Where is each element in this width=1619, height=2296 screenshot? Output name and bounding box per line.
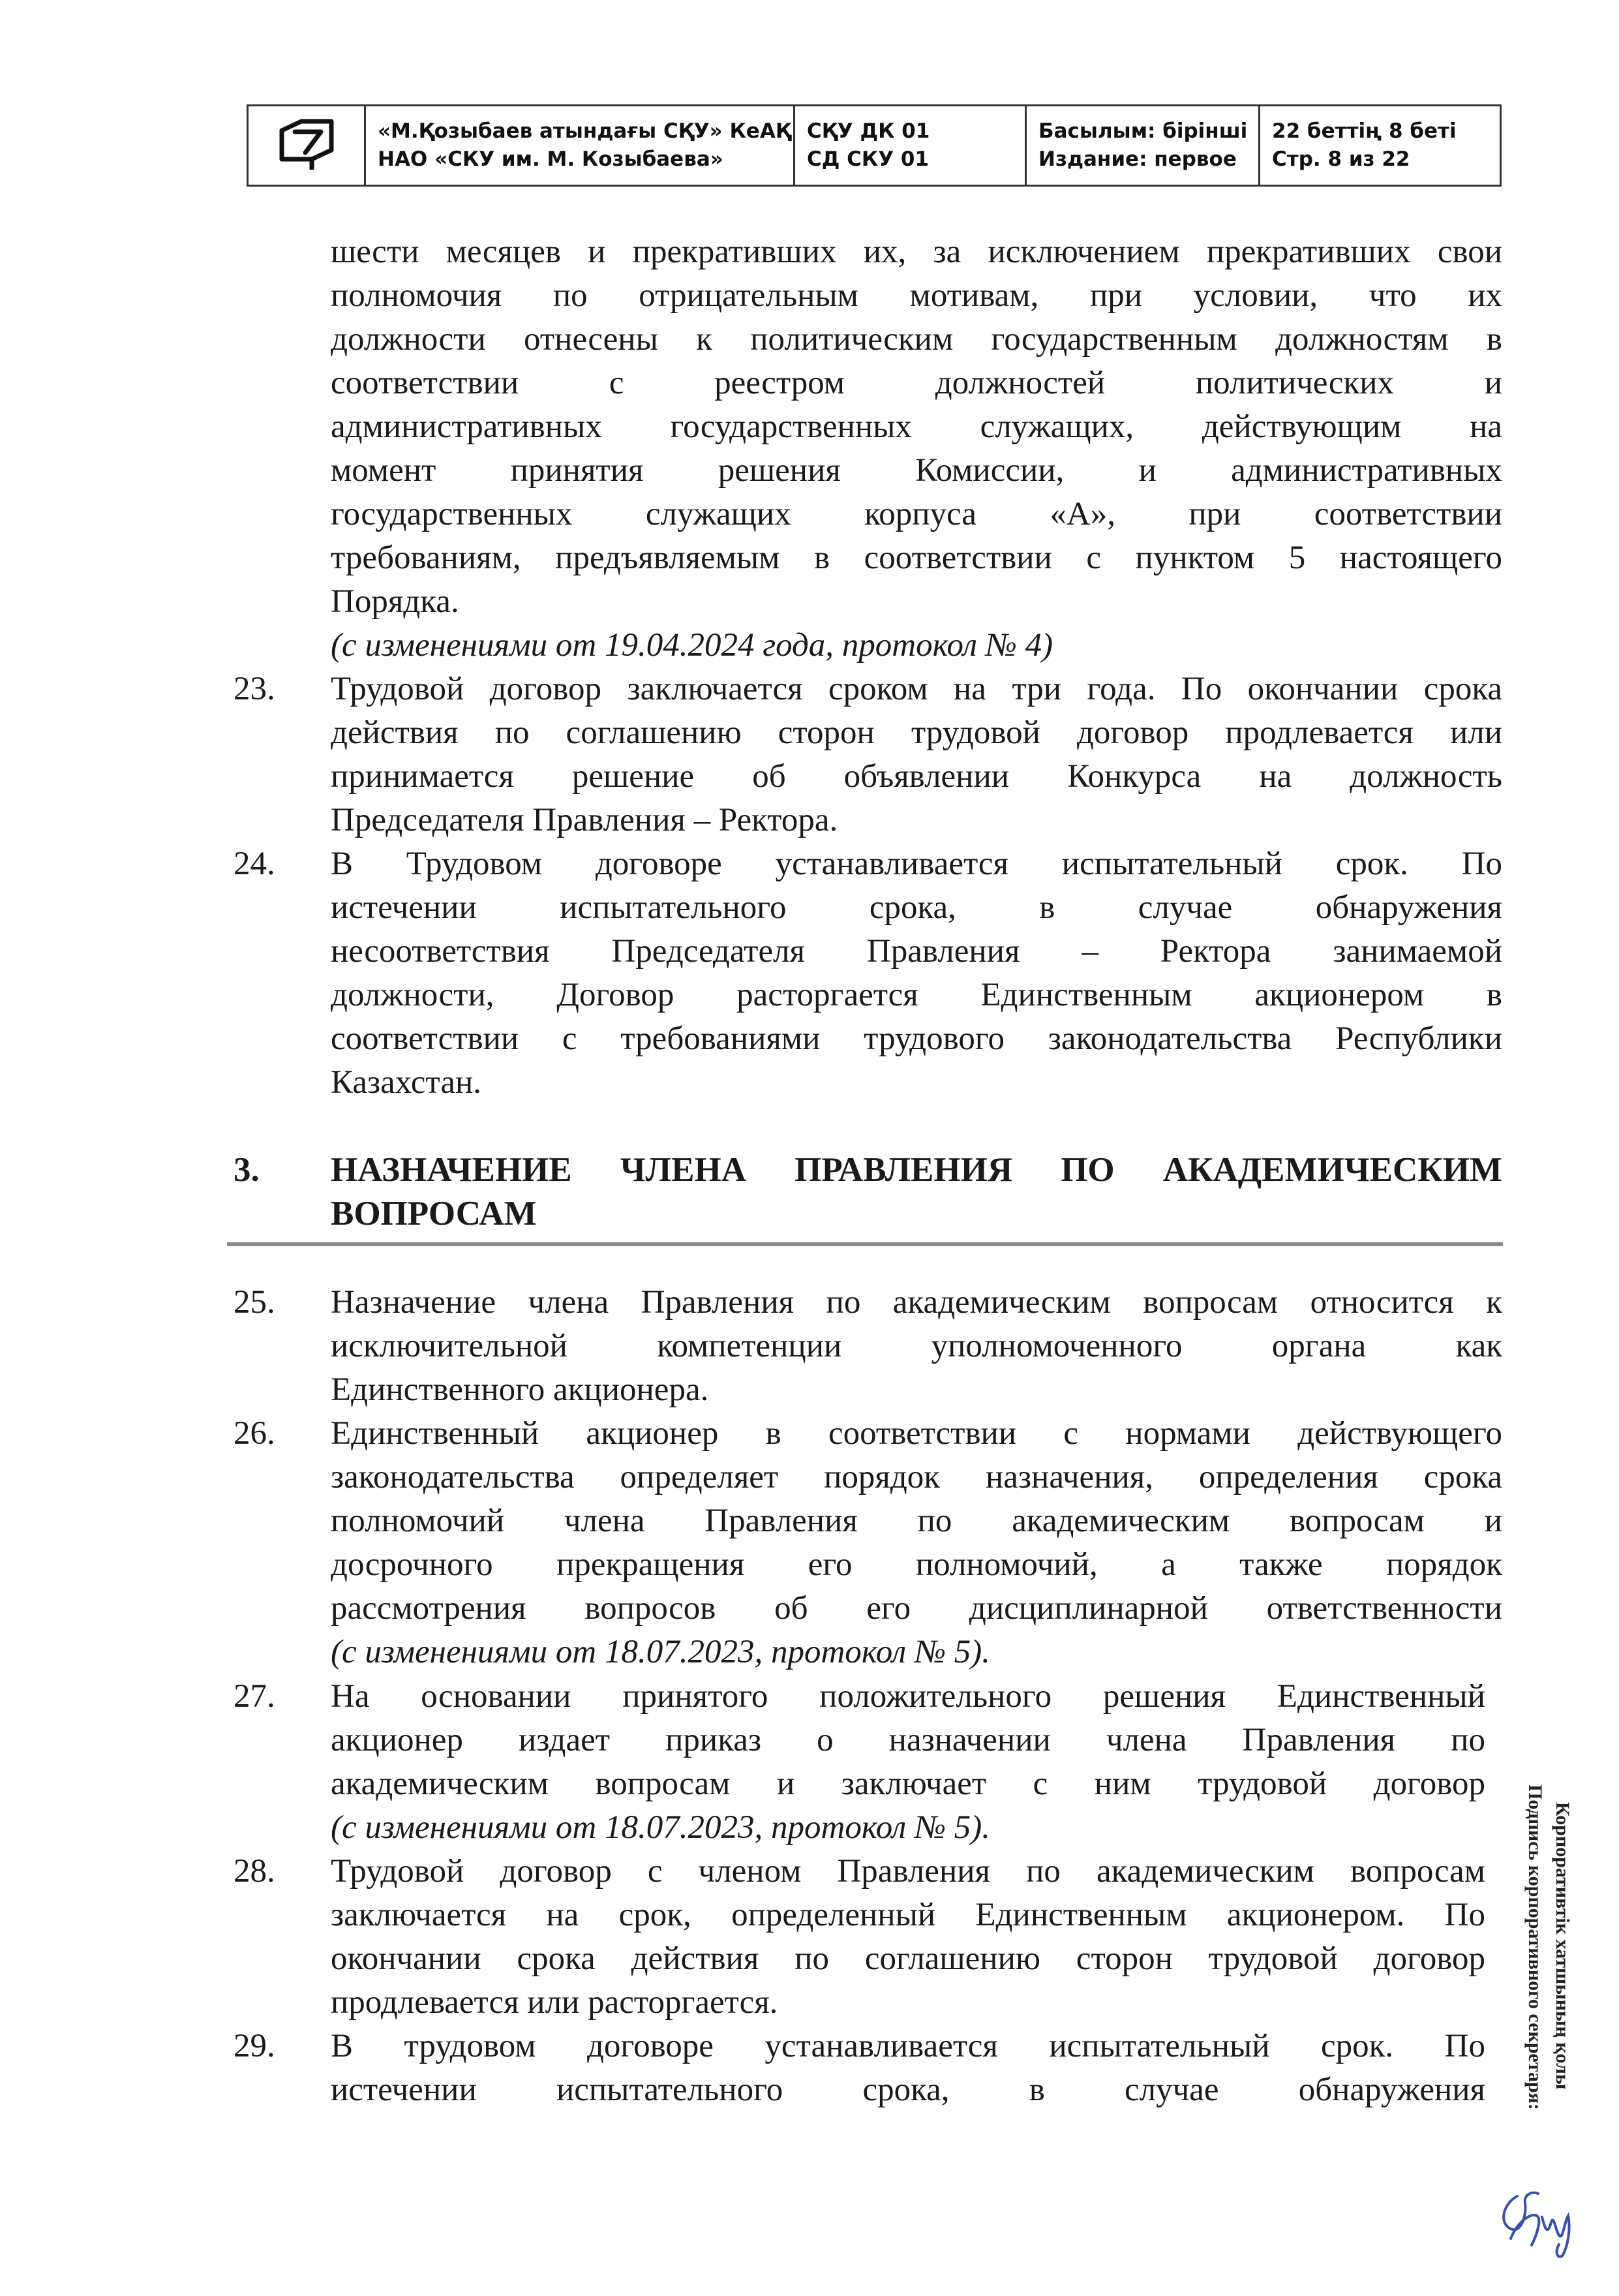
document-header-table: [247, 104, 1502, 187]
header-logo-cell: [249, 106, 366, 185]
paragraph-line: шести месяцев и прекративших их, за исключением прекративших свои: [331, 234, 1502, 270]
item-number: 28.: [234, 1853, 275, 1890]
side-note-kz: Корпоративтік хатшының қолы: [1552, 1802, 1573, 2090]
paragraph-line: Председателя Правления – Ректора.: [331, 802, 838, 838]
item-number: 25.: [234, 1284, 275, 1321]
paragraph-line: академическим вопросам и заключает с ним трудовой договор: [331, 1766, 1485, 1802]
section-heading-line: НАЗНАЧЕНИЕ ЧЛЕНА ПРАВЛЕНИЯ ПО АКАДЕМИЧЕСКИМ: [331, 1151, 1502, 1189]
paragraph-28: [331, 1850, 1485, 2025]
header-edition-kz: Басылым: бірінші: [1038, 119, 1248, 143]
item-number: 29.: [234, 2028, 275, 2064]
paragraph-line: действия по соглашению сторон трудовой договор продлевается или: [331, 714, 1502, 751]
paragraph-line: Единственный акционер в соответствии с нормами действующего: [331, 1415, 1502, 1452]
header-page-ru: Стр. 8 из 22: [1272, 147, 1410, 171]
paragraph-line: полномочия по отрицательным мотивам, при условии, что их: [331, 277, 1502, 314]
section-number: 3.: [234, 1151, 260, 1189]
paragraph-line: административных государственных служащих, действующим на: [331, 408, 1502, 445]
paragraph-line: истечении испытательного срока, в случае обнаружения: [331, 889, 1502, 926]
paragraph-line: соответствии с реестром должностей политических и: [331, 365, 1502, 401]
header-edition-ru: Издание: первое: [1038, 147, 1237, 171]
header-edition-cell: [1027, 106, 1260, 185]
header-page-cell: [1260, 106, 1500, 185]
paragraph-line: законодательства определяет порядок назначения, определения срока: [331, 1459, 1502, 1495]
header-org-cell: [366, 106, 795, 185]
paragraph-line: момент принятия решения Комиссии, и административных: [331, 452, 1502, 489]
paragraph-line: Трудовой договор с членом Правления по академическим вопросам: [331, 1853, 1485, 1890]
paragraph-25: [331, 1281, 1502, 1412]
paragraph-line: досрочного прекращения его полномочий, а также порядок: [331, 1546, 1502, 1583]
header-code-ru: СД СКУ 01: [807, 147, 930, 171]
paragraph-line: требованиям, предъявляемым в соответствии с пунктом 5 настоящего: [331, 540, 1502, 576]
paragraph-23: [331, 667, 1502, 842]
paragraph-24: [331, 842, 1502, 1105]
section-divider: [227, 1242, 1503, 1246]
paragraph-line: принимается решение об объявлении Конкурса на должность: [331, 758, 1502, 795]
university-logo-icon: [275, 117, 338, 174]
side-note-ru: Подпись корпоративного секретаря:: [1524, 1784, 1546, 2110]
paragraph-26: [331, 1412, 1502, 1674]
header-org-kz: «М.Қозыбаев атындағы СҚУ» КеАҚ: [378, 119, 791, 143]
paragraph-line: акционер издает приказ о назначении члена Правления по: [331, 1722, 1485, 1758]
paragraph-line: Порядка.: [331, 583, 459, 620]
item-number: 26.: [234, 1415, 275, 1452]
paragraph-line: Трудовой договор заключается сроком на три года. По окончании срока: [331, 671, 1502, 707]
paragraph-line: окончании срока действия по соглашению сторон трудовой договор: [331, 1940, 1485, 1977]
header-org-ru: НАО «СКУ им. М. Козыбаева»: [378, 147, 723, 171]
paragraph-29: [331, 2025, 1485, 2112]
handwritten-signature: [1491, 2177, 1589, 2261]
amendment-note: (с изменениями от 19.04.2024 года, протокол № 4): [331, 627, 1053, 664]
paragraph-line: государственных служащих корпуса «А», при соответствии: [331, 496, 1502, 532]
paragraph-line: продлевается или расторгается.: [331, 1984, 778, 2021]
paragraph-line: истечении испытательного срока, в случае обнаружения: [331, 2072, 1485, 2108]
paragraph-27: [331, 1675, 1485, 1850]
paragraph-line: соответствии с требованиями трудового законодательства Республики: [331, 1020, 1502, 1057]
section-heading: [331, 1148, 1502, 1236]
amendment-note: (с изменениями от 18.07.2023, протокол № 5).: [331, 1809, 991, 1846]
paragraph-line: рассмотрения вопросов об его дисциплинарной ответственности: [331, 1590, 1502, 1627]
paragraph-line: Единственного акционера.: [331, 1371, 709, 1408]
paragraph-line: заключается на срок, определенный Единственным акционером. По: [331, 1897, 1485, 1933]
item-number: 24.: [234, 846, 275, 882]
paragraph-line: В трудовом договоре устанавливается испытательный срок. По: [331, 2028, 1485, 2064]
paragraph-continued: [331, 230, 1502, 667]
paragraph-line: несоответствия Председателя Правления – Ректора занимаемой: [331, 933, 1502, 970]
item-number: 27.: [234, 1678, 275, 1715]
paragraph-line: должности отнесены к политическим государственным должностям в: [331, 321, 1502, 358]
paragraph-line: полномочий члена Правления по академическим вопросам и: [331, 1503, 1502, 1539]
paragraph-line: Казахстан.: [331, 1064, 482, 1101]
header-page-kz: 22 беттің 8 беті: [1272, 119, 1457, 143]
paragraph-line: должности, Договор расторгается Единственным акционером в: [331, 977, 1502, 1013]
paragraph-line: На основании принятого положительного решения Единственный: [331, 1678, 1485, 1715]
header-code-cell: [795, 106, 1027, 185]
paragraph-line: Назначение члена Правления по академическим вопросам относится к: [331, 1284, 1502, 1321]
amendment-note: (с изменениями от 18.07.2023, протокол № 5).: [331, 1634, 991, 1670]
paragraph-line: исключительной компетенции уполномоченного органа как: [331, 1328, 1502, 1364]
section-heading-line: ВОПРОСАМ: [331, 1195, 537, 1232]
paragraph-line: В Трудовом договоре устанавливается испытательный срок. По: [331, 846, 1502, 882]
header-code-kz: СҚУ ДК 01: [807, 119, 930, 143]
item-number: 23.: [234, 671, 275, 707]
